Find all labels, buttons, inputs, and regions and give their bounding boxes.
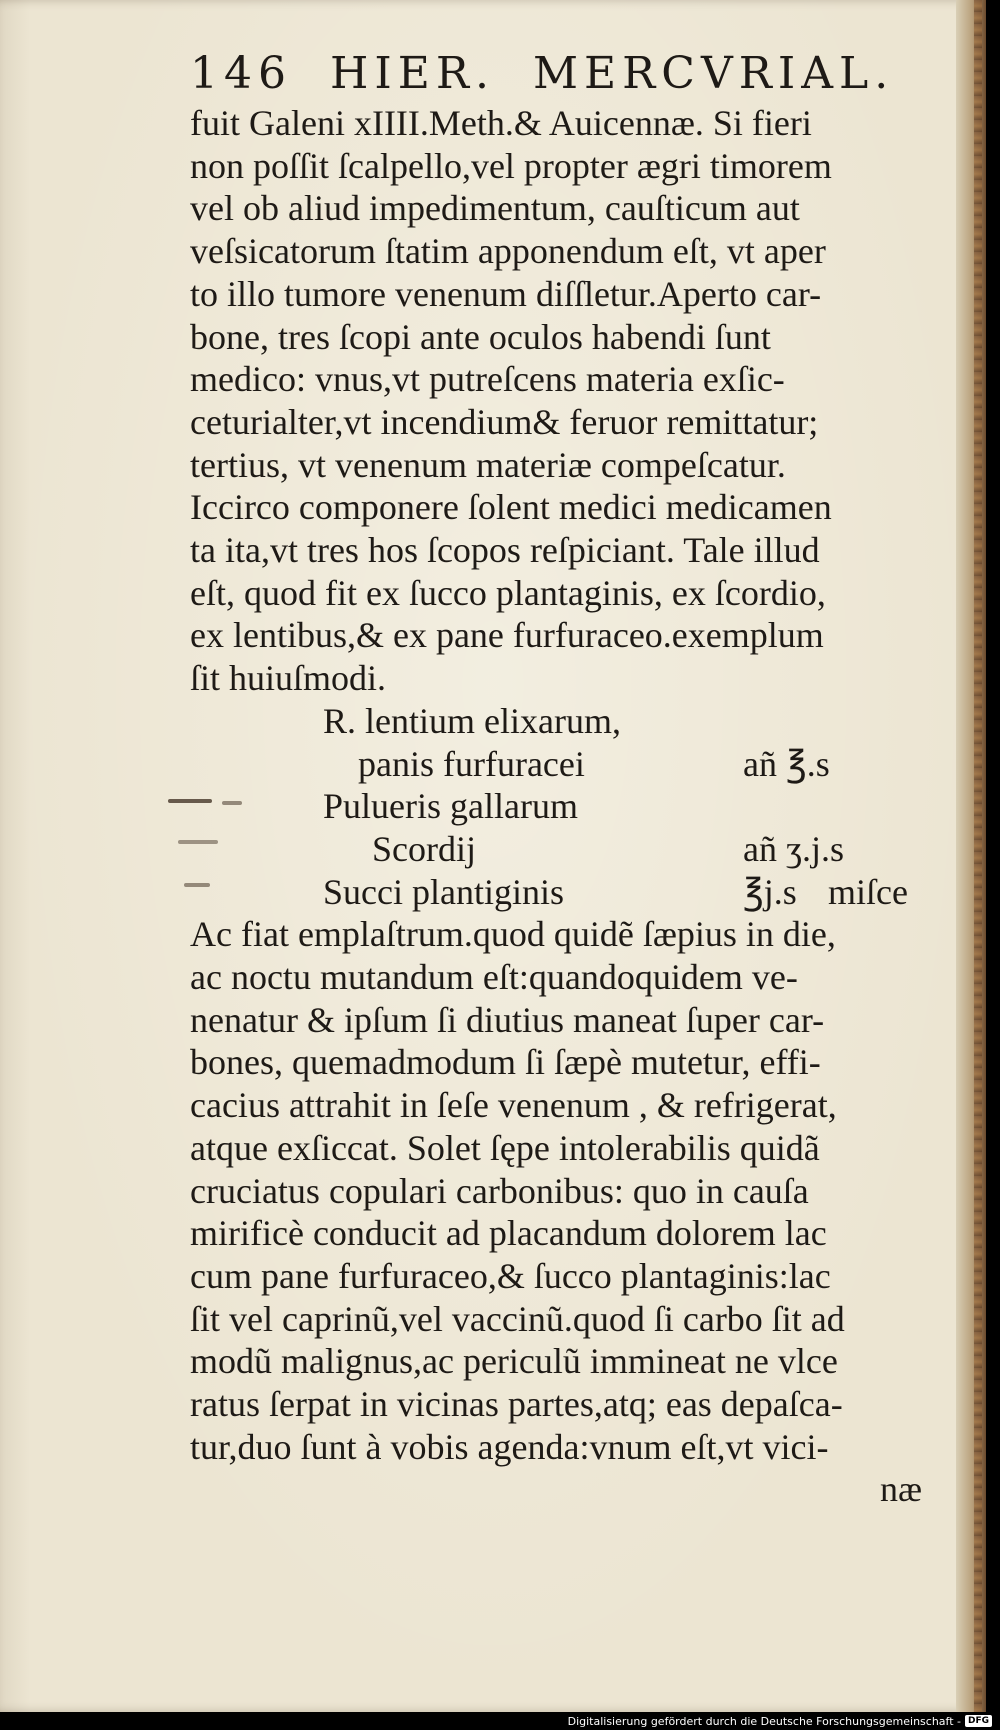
recipe-quantity: añ ʒ.j.s: [743, 828, 844, 869]
text-line: vel ob aliud impedimentum, cauſticum aut: [190, 188, 800, 229]
text-line: ta ita,vt tres hos ſcopos reſpiciant. Tale illud: [190, 530, 820, 571]
dfg-logo: DFG: [965, 1715, 992, 1727]
text-line: nenatur & ipſum ſi diutius maneat ſuper car-: [190, 999, 825, 1040]
running-head-author: HIER.: [329, 48, 495, 99]
page-text: [190, 40, 932, 1511]
footer-credit: Digitalisierung gefördert durch die Deutsche Forschungsgemeinschaft -: [567, 1714, 961, 1728]
recipe-line: [190, 871, 932, 914]
text-line: ex lentibus,& ex pane furfuraceo.exemplum: [190, 615, 824, 656]
text-line: veſsicatorum ſtatim apponendum eſt, vt aper: [190, 231, 826, 272]
running-head-name: MERCVRIAL.: [532, 48, 895, 99]
text-line: medico: vnus,vt putreſcens materia exſic-: [190, 359, 785, 400]
text-line: cruciatus copulari carbonibus: quo in cauſa: [190, 1170, 809, 1211]
recipe-line: [190, 828, 932, 871]
text-line: tur,duo ſunt à vobis agenda:vnum eſt,vt vici-: [190, 1426, 829, 1467]
text-line: fuit Galeni xIIII.Meth.& Auicennæ. Si fieri: [190, 103, 812, 143]
recipe-ingredient: Scordij: [372, 828, 476, 869]
text-line: atque exſiccat. Solet ſępe intolerabilis quidã: [190, 1127, 820, 1168]
recipe-instruction: miſce: [828, 871, 908, 912]
digitization-footer: [0, 1712, 1000, 1730]
text-line: cum pane furfuraceo,& ſucco plantaginis:lac: [190, 1255, 831, 1296]
text-line: Iccirco componere ſolent medici medicamen: [190, 487, 832, 528]
recipe-ingredient: Succi plantiginis: [323, 871, 564, 912]
recipe-quantity: añ ℥.s: [743, 743, 830, 784]
text-line: non poſſit ſcalpello,vel propter ægri timorem: [190, 145, 832, 186]
text-line: to illo tumore venenum diſſletur.Aperto car-: [190, 273, 822, 314]
recipe-ingredient: panis furfuracei: [358, 743, 585, 784]
text-line: ceturialter,vt incendium& feruor remittatur;: [190, 401, 819, 442]
recipe-line: [190, 700, 932, 743]
text-line: ſit huiuſmodi.: [190, 658, 387, 699]
text-line: tertius, vt venenum materiæ compeſcatur.: [190, 444, 786, 485]
recipe-quantity: ℥j.s: [743, 871, 797, 912]
text-line: mirificè conducit ad placandum dolorem lac: [190, 1213, 827, 1254]
text-line: eſt, quod fit ex ſucco plantaginis, ex ſcordio,: [190, 572, 826, 613]
text-line: ſit vel caprinũ,vel vaccinũ.quod ſi carbo ſit ad: [190, 1298, 845, 1339]
text-line: cacius attrahit in ſeſe venenum , & refrigerat,: [190, 1085, 837, 1126]
recipe-ingredient: Pulueris gallarum: [323, 786, 578, 827]
recipe-line: [190, 785, 932, 828]
recipe-ingredient: R. lentium elixarum,: [323, 700, 621, 741]
text-line: bones, quemadmodum ſi ſæpè mutetur, effi-: [190, 1042, 821, 1083]
page-number: 146: [190, 48, 292, 99]
text-line: bone, tres ſcopi ante oculos habendi ſunt: [190, 316, 771, 357]
recipe-line: [190, 743, 932, 786]
text-line: ratus ſerpat in vicinas partes,atq; eas depaſca-: [190, 1384, 843, 1425]
text-line: Ac fiat emplaſtrum.quod quidẽ ſæpius in die,: [190, 914, 836, 955]
page-edge: [974, 0, 982, 1712]
running-header: [190, 48, 932, 99]
text-line: ac noctu mutandum eſt:quandoquidem ve-: [190, 956, 798, 997]
text-line: modũ malignus,ac periculũ immineat ne vlce: [190, 1341, 838, 1382]
catchword: næ: [879, 1469, 922, 1510]
